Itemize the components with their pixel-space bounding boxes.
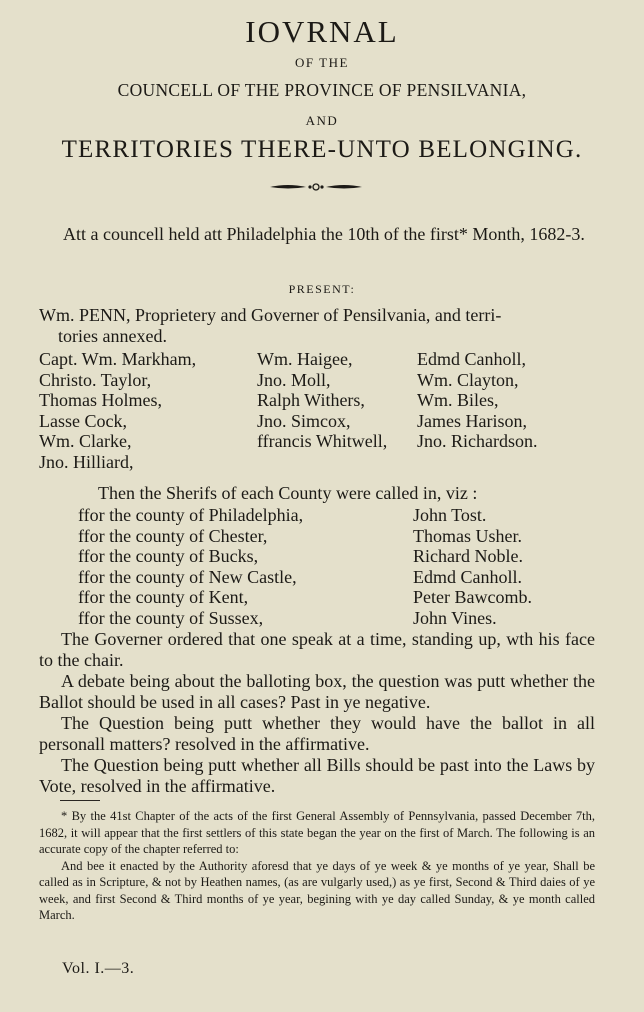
sheriff-row [78, 546, 598, 567]
footnote-paragraph: * By the 41st Chapter of the acts of the first General Assembly of Pennsylvania, passed December 7th, 1682, it will appear that the first settlers of this state began the year on the first of March. The following is an accurate copy of the chapter referred to: [39, 809, 595, 856]
member-name: ffrancis Whitwell, [257, 431, 388, 451]
proceeding-paragraph: The Question being putt whether they would have the ballot in all personall matters? resolved in the affirmative. [39, 713, 595, 754]
sherifs-intro: Then the Sherifs of each County were called in, viz : [98, 483, 478, 503]
signature-mark: Vol. I.—3. [62, 960, 135, 977]
proceeding-paragraph: The Governer ordered that one speak at a time, standing up, wth his face to the chair. [39, 629, 595, 670]
sheriff-row [78, 505, 598, 526]
proceedings [39, 629, 595, 797]
penn-line-1: Wm. PENN, Proprietery and Governer of Pensilvania, and terri- [39, 305, 502, 325]
member-name: Christo. Taylor, [39, 369, 152, 390]
proceeding-paragraph: The Question being putt whether all Bills should be past into the Laws by Vote, resolved in the affirmative. [39, 755, 595, 796]
sheriff-name: Richard Noble. [413, 546, 523, 566]
member-name: Wm. Biles, [417, 390, 499, 410]
member-name: Capt. Wm. Markham, [39, 349, 197, 369]
ornament-divider [268, 180, 364, 194]
heading-territories: TERRITORIES THERE-UNTO BELONGING. [61, 136, 583, 163]
footnote-rule [60, 800, 100, 801]
member-row [39, 411, 599, 432]
heading-councell: COUNCELL OF THE PROVINCE OF PENSILVANIA, [117, 80, 527, 100]
member-row [39, 349, 599, 370]
county-label: ffor the county of Kent, [78, 587, 249, 607]
heading-and: AND [305, 113, 339, 128]
sheriff-row [78, 608, 598, 629]
council-members [39, 349, 599, 472]
sheriff-row [78, 567, 598, 588]
member-name: Lasse Cock, [39, 410, 127, 431]
member-row [39, 390, 599, 411]
member-name: Thomas Holmes, [39, 390, 162, 410]
member-name: Wm. Clarke, [39, 431, 132, 451]
meeting-intro: Att a councell held att Philadelphia the 10th of the first* Month, 1682-3. [63, 224, 585, 244]
proceeding-paragraph: A debate being about the balloting box, the question was putt whether the Ballot should be used in all cases? Past in ye negative. [39, 671, 595, 712]
county-label: ffor the county of New Castle, [78, 566, 297, 587]
member-name: Jno. Hilliard, [39, 451, 134, 472]
sheriff-name: John Tost. [413, 505, 487, 525]
present-label: PRESENT: [288, 282, 356, 296]
sheriff-row [78, 526, 598, 547]
footnote [39, 808, 595, 924]
member-name: Edmd Canholl, [417, 349, 526, 369]
county-label: ffor the county of Philadelphia, [78, 505, 304, 525]
member-name: Jno. Richardson. [417, 431, 538, 451]
sheriff-name: Thomas Usher. [413, 525, 522, 546]
member-name: Ralph Withers, [257, 390, 365, 410]
heading-of-the: OF THE [295, 55, 349, 70]
member-row [39, 431, 599, 452]
member-row [39, 370, 599, 391]
sheriff-name: Edmd Canholl. [413, 566, 522, 587]
journal-title: IOVRNAL [245, 14, 399, 49]
member-name: Wm. Clayton, [417, 369, 519, 390]
member-name [417, 452, 597, 473]
penn-line [39, 305, 599, 347]
footnote-paragraph: And bee it enacted by the Authority aforesd that ye days of ye week & ye months of ye year, Shall be called as in Scripture, & not by Heathen names, (as are vulgarly used,) as ye first, Second & Third daies of ye week, and first Second & Third months of ye year, begining with ye day called Sunday, & ye month called March. [39, 858, 595, 922]
county-label: ffor the county of Chester, [78, 525, 268, 546]
county-label: ffor the county of Bucks, [78, 546, 259, 566]
sheriff-name: Peter Bawcomb. [413, 587, 532, 607]
county-label: ffor the county of Sussex, [78, 607, 264, 628]
member-name: Wm. Haigee, [257, 349, 353, 369]
member-name: James Harison, [417, 410, 527, 431]
member-row [39, 452, 599, 473]
sheriff-name: John Vines. [413, 607, 497, 628]
member-name [257, 452, 417, 473]
penn-line-2: tories annexed. [58, 326, 167, 346]
sheriff-list [78, 505, 598, 628]
sheriff-row [78, 587, 598, 608]
member-name: Jno. Simcox, [257, 410, 351, 431]
member-name: Jno. Moll, [257, 369, 331, 390]
